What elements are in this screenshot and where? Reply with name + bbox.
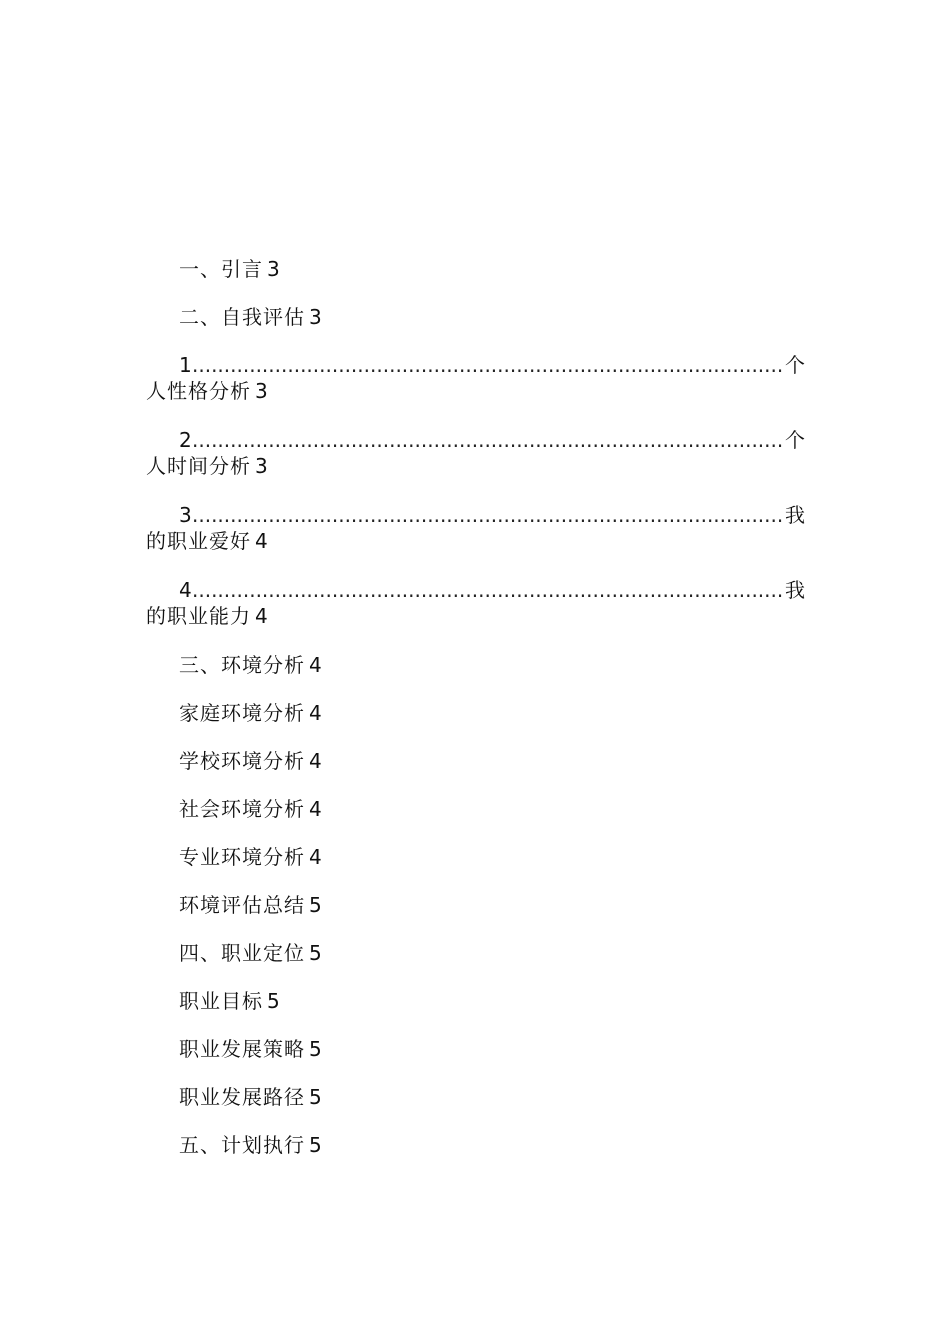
toc-entry-title: 家庭环境分析 bbox=[179, 701, 305, 725]
toc-entry-title: 人性格分析 bbox=[146, 379, 251, 403]
toc-entry-page: 5 bbox=[267, 989, 281, 1013]
dot-leader bbox=[192, 577, 782, 603]
toc-entry-page: 5 bbox=[309, 893, 323, 917]
toc-entry-page: 5 bbox=[309, 941, 323, 965]
toc-entry-plan-execution[interactable] bbox=[146, 1132, 806, 1158]
toc-entry-title: 五、计划执行 bbox=[179, 1133, 305, 1157]
toc-entry-first-char: 我 bbox=[785, 578, 806, 602]
toc-entry-title: 一、引言 bbox=[179, 257, 263, 281]
toc-entry-title: 的职业能力 bbox=[146, 604, 251, 628]
toc-entry-title: 学校环境分析 bbox=[179, 749, 305, 773]
toc-entry-family-environment[interactable] bbox=[146, 700, 806, 726]
toc-entry-self-assessment[interactable] bbox=[146, 304, 806, 330]
toc-entry-page: 4 bbox=[309, 797, 323, 821]
table-of-contents bbox=[146, 256, 806, 1180]
toc-entry-environment-analysis[interactable] bbox=[146, 652, 806, 678]
toc-entry-title: 三、环境分析 bbox=[179, 653, 305, 677]
toc-entry-first-char: 我 bbox=[785, 503, 806, 527]
toc-entry-number: 3 bbox=[179, 503, 193, 527]
toc-entry-career-positioning[interactable] bbox=[146, 940, 806, 966]
toc-entry-first-char: 个 bbox=[785, 353, 806, 377]
toc-entry-first-char: 个 bbox=[785, 428, 806, 452]
toc-entry-title: 职业发展策略 bbox=[179, 1037, 305, 1061]
toc-entry-career-goals[interactable] bbox=[146, 988, 806, 1014]
toc-entry-page: 4 bbox=[255, 529, 269, 553]
toc-entry-title: 的职业爱好 bbox=[146, 529, 251, 553]
toc-entry-page: 5 bbox=[309, 1133, 323, 1157]
toc-entry-major-environment[interactable] bbox=[146, 844, 806, 870]
dot-leader bbox=[192, 352, 782, 378]
toc-entry-title: 四、职业定位 bbox=[179, 941, 305, 965]
toc-entry-page: 3 bbox=[255, 379, 269, 403]
toc-entry-page: 5 bbox=[309, 1085, 323, 1109]
toc-entry-title: 职业发展路径 bbox=[179, 1085, 305, 1109]
toc-entry-number: 1 bbox=[179, 353, 193, 377]
toc-entry-page: 3 bbox=[255, 454, 269, 478]
toc-entry-number: 4 bbox=[179, 578, 193, 602]
toc-entry-page: 4 bbox=[255, 604, 269, 628]
toc-entry-title: 职业目标 bbox=[179, 989, 263, 1013]
toc-entry-page: 3 bbox=[267, 257, 281, 281]
toc-entry-school-environment[interactable] bbox=[146, 748, 806, 774]
toc-entry-title: 社会环境分析 bbox=[179, 797, 305, 821]
toc-entry-page: 3 bbox=[309, 305, 323, 329]
toc-entry-page: 4 bbox=[309, 749, 323, 773]
toc-entry-development-path[interactable] bbox=[146, 1084, 806, 1110]
toc-entry-career-interests[interactable] bbox=[146, 502, 806, 554]
toc-entry-environment-summary[interactable] bbox=[146, 892, 806, 918]
toc-entry-title: 人时间分析 bbox=[146, 454, 251, 478]
toc-entry-title: 环境评估总结 bbox=[179, 893, 305, 917]
dot-leader bbox=[192, 427, 782, 453]
toc-entry-page: 5 bbox=[309, 1037, 323, 1061]
toc-entry-social-environment[interactable] bbox=[146, 796, 806, 822]
toc-entry-career-abilities[interactable] bbox=[146, 577, 806, 629]
toc-entry-development-strategy[interactable] bbox=[146, 1036, 806, 1062]
toc-entry-page: 4 bbox=[309, 701, 323, 725]
toc-entry-page: 4 bbox=[309, 845, 323, 869]
toc-entry-number: 2 bbox=[179, 428, 193, 452]
toc-entry-personality-analysis[interactable] bbox=[146, 352, 806, 404]
toc-entry-title: 专业环境分析 bbox=[179, 845, 305, 869]
toc-entry-title: 二、自我评估 bbox=[179, 305, 305, 329]
toc-entry-introduction[interactable] bbox=[146, 256, 806, 282]
toc-entry-page: 4 bbox=[309, 653, 323, 677]
dot-leader bbox=[192, 502, 782, 528]
toc-entry-time-analysis[interactable] bbox=[146, 427, 806, 479]
